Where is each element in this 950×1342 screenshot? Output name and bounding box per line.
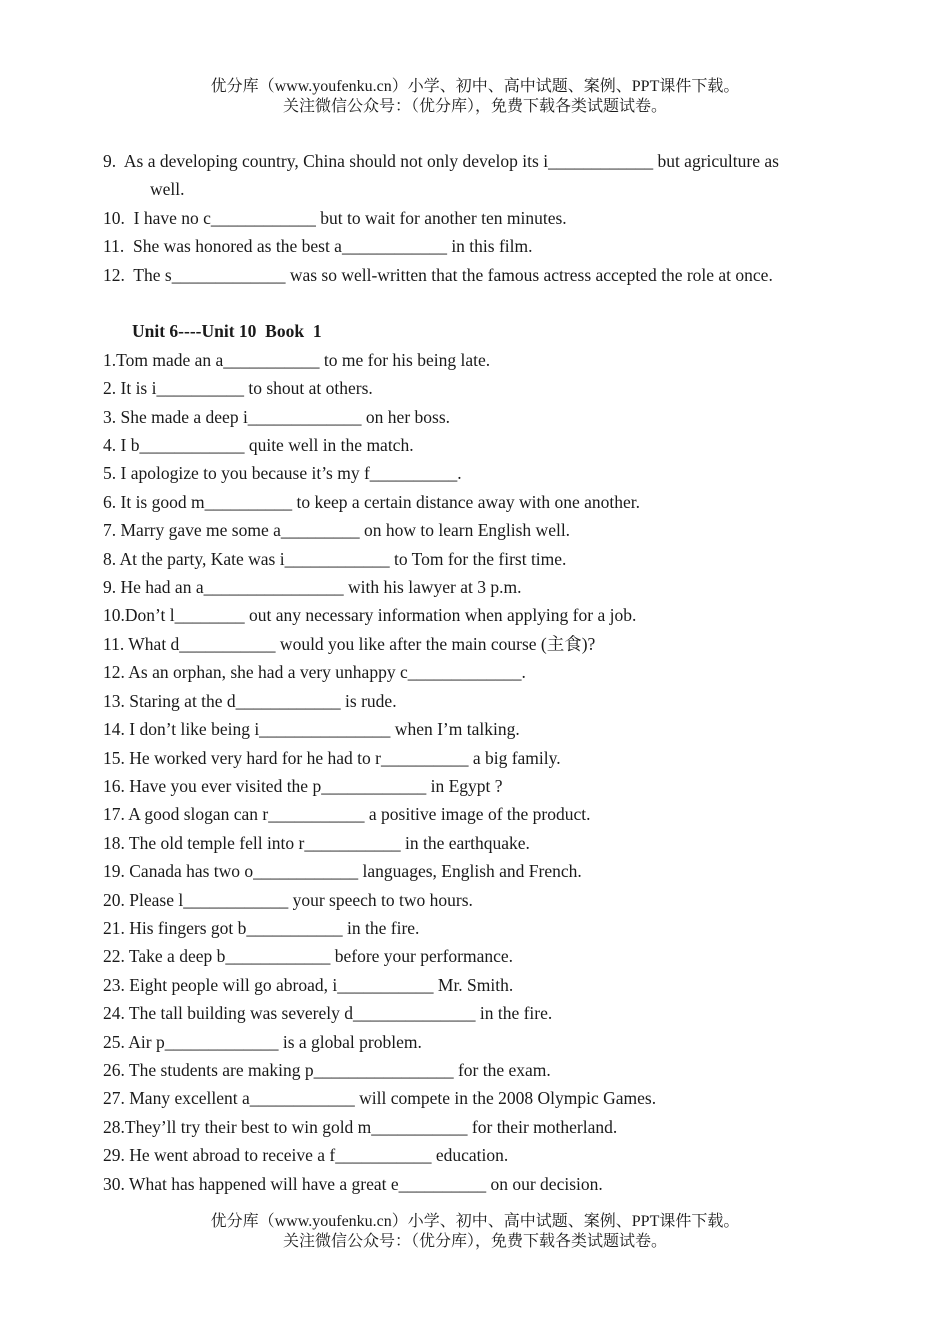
question-item: 3. She made a deep i_____________ on her boss.	[103, 406, 451, 427]
question-item: 22. Take a deep b____________ before your performance.	[103, 946, 514, 967]
question-9-line-2: well.	[150, 179, 185, 200]
header-banner	[0, 77, 950, 117]
question-item: 20. Please l____________ your speech to two hours.	[103, 889, 473, 910]
question-item: 11. What d___________ would you like after the main course (主食)?	[103, 633, 596, 654]
header-line-2: 关注微信公众号：（优分库），免费下载各类试题试卷。	[282, 98, 667, 115]
question-item: 7. Marry gave me some a_________ on how to learn English well.	[103, 520, 571, 541]
worksheet-content	[103, 147, 863, 1198]
question-item: 16. Have you ever visited the p____________ in Egypt ?	[103, 775, 503, 796]
question-item: 8. At the party, Kate was i____________ to Tom for the first time.	[103, 548, 567, 569]
question-list	[103, 346, 863, 1198]
question-item: 5. I apologize to you because it’s my f__________.	[103, 463, 462, 484]
question-item: 21. His fingers got b___________ in the fire.	[103, 917, 420, 938]
question-item: 4. I b____________ quite well in the match.	[103, 435, 414, 456]
footer-line-1: 优分库（www.youfenku.cn）小学、初中、高中试题、案例、PPT课件下载。	[210, 1213, 740, 1230]
question-item: 23. Eight people will go abroad, i___________ Mr. Smith.	[103, 974, 514, 995]
question-item: 2. It is i__________ to shout at others.	[103, 378, 373, 399]
question-11: 11. She was honored as the best a____________ in this film.	[103, 236, 533, 257]
footer-line-2: 关注微信公众号：（优分库），免费下载各类试题试卷。	[282, 1233, 667, 1250]
question-item: 24. The tall building was severely d______________ in the fire.	[103, 1003, 553, 1024]
question-item: 15. He worked very hard for he had to r__________ a big family.	[103, 747, 561, 768]
question-item: 18. The old temple fell into r___________ in the earthquake.	[103, 832, 530, 853]
question-item: 14. I don’t like being i_______________ when I’m talking.	[103, 719, 520, 740]
question-item: 28.They’ll try their best to win gold m___________ for their motherland.	[103, 1116, 618, 1137]
question-item: 17. A good slogan can r___________ a positive image of the product.	[103, 804, 591, 825]
question-item: 25. Air p_____________ is a global problem.	[103, 1031, 422, 1052]
question-item: 26. The students are making p________________ for the exam.	[103, 1059, 551, 1080]
footer-banner	[0, 1212, 950, 1252]
question-item: 1.Tom made an a___________ to me for his being late.	[103, 349, 491, 370]
question-item: 30. What has happened will have a great e__________ on our decision.	[103, 1173, 603, 1194]
question-item: 13. Staring at the d____________ is rude.	[103, 690, 397, 711]
question-12: 12. The s_____________ was so well-written that the famous actress accepted the role at once.	[103, 264, 773, 285]
question-item: 9. He had an a________________ with his lawyer at 3 p.m.	[103, 577, 522, 598]
question-item: 19. Canada has two o____________ languages, English and French.	[103, 861, 582, 882]
question-10: 10. I have no c____________ but to wait for another ten minutes.	[103, 207, 567, 228]
question-item: 6. It is good m__________ to keep a certain distance away with one another.	[103, 491, 641, 512]
question-9-line-1: 9. As a developing country, China should not only develop its i____________ but agriculture as	[103, 151, 779, 171]
question-item: 29. He went abroad to receive a f___________ education.	[103, 1145, 509, 1166]
question-item: 12. As an orphan, she had a very unhappy c_____________.	[103, 662, 526, 683]
question-item: 10.Don’t l________ out any necessary information when applying for a job.	[103, 605, 637, 626]
section-heading: Unit 6----Unit 10 Book 1	[132, 321, 322, 342]
section-spacer	[103, 289, 863, 317]
header-line-1: 优分库（www.youfenku.cn）小学、初中、高中试题、案例、PPT课件下载。	[210, 78, 740, 95]
question-item: 27. Many excellent a____________ will compete in the 2008 Olympic Games.	[103, 1088, 657, 1109]
